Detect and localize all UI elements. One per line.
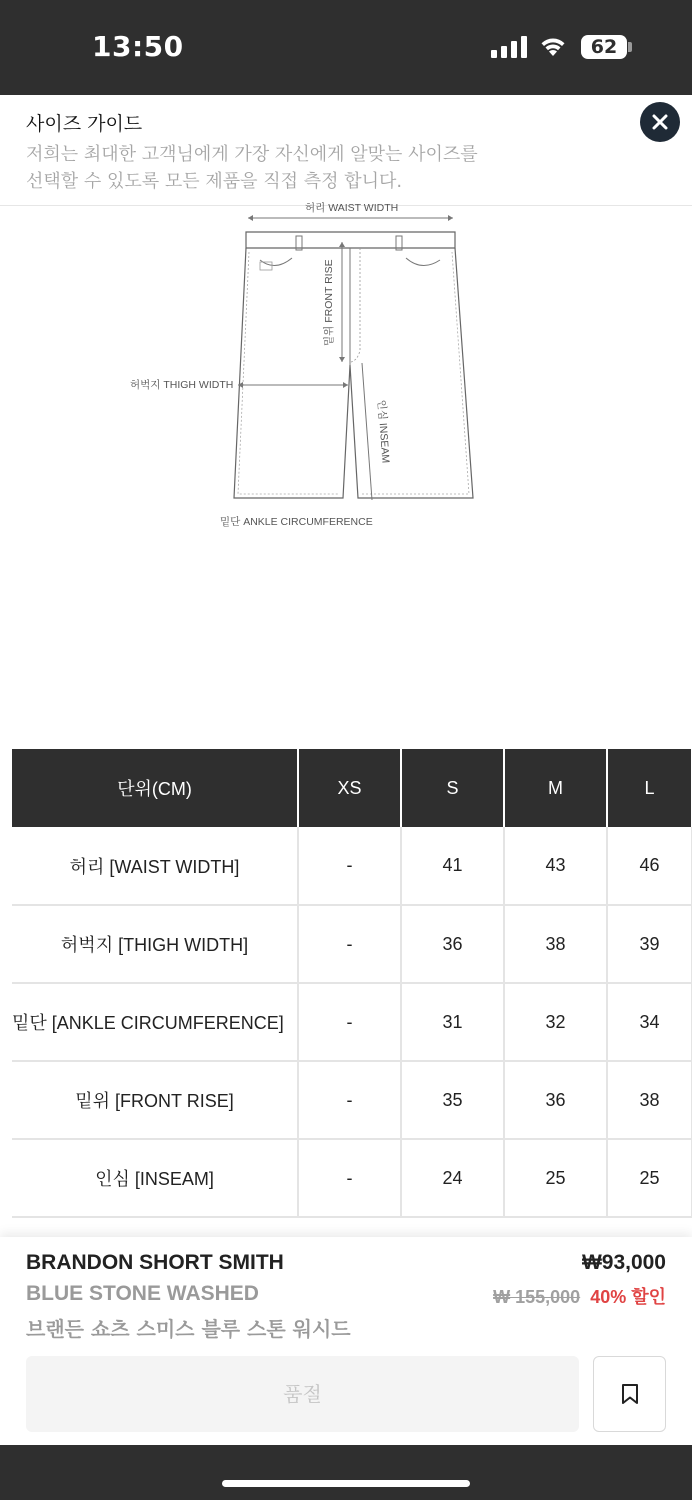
size-table [12,749,692,1218]
table-cell: 41 [401,827,504,905]
bookmark-button[interactable] [593,1356,666,1432]
status-time: 13:50 [92,30,184,63]
column-header-m: M [504,749,607,827]
status-bar [0,0,692,95]
bookmark-icon [621,1383,639,1405]
table-cell: - [298,905,401,983]
table-cell: 38 [607,1061,692,1139]
product-bar [0,1237,692,1445]
close-icon [650,112,670,132]
table-cell: 35 [401,1061,504,1139]
page-title: 사이즈 가이드 [26,113,143,135]
thigh-label: 허벅지 THIGH WIDTH [130,379,234,391]
table-cell: 31 [401,983,504,1061]
table-row [12,1061,692,1139]
column-header-l: L [607,749,692,827]
row-label: 허리 [WAIST WIDTH] [12,827,298,905]
original-price: ₩ 155,000 [493,1287,581,1307]
table-cell: 32 [504,983,607,1061]
wifi-icon [538,34,568,58]
signal-icon [491,36,527,58]
size-guide-header [0,95,692,206]
table-cell: - [298,827,401,905]
table-cell: 25 [504,1139,607,1217]
table-cell: 25 [607,1139,692,1217]
row-label: 밑단 [ANKLE CIRCUMFERENCE] [12,983,298,1061]
column-header-unit: 단위(CM) [12,749,298,827]
table-header-row [12,749,692,827]
table-row [12,983,692,1061]
battery-icon: 62 [581,35,627,59]
home-area [0,1445,692,1500]
home-indicator[interactable] [222,1480,470,1487]
table-row [12,905,692,983]
product-color-en: BLUE STONE WASHED [26,1282,259,1305]
sale-price: ₩93,000 [581,1251,666,1274]
row-label: 인심 [INSEAM] [12,1139,298,1217]
soldout-button[interactable]: 품절 [26,1356,579,1432]
table-cell: 24 [401,1139,504,1217]
column-header-xs: XS [298,749,401,827]
column-header-s: S [401,749,504,827]
discount-badge: 40% 할인 [590,1287,666,1307]
table-cell: 38 [504,905,607,983]
size-illustration [110,200,490,540]
row-label: 허벅지 [THIGH WIDTH] [12,905,298,983]
table-cell: 46 [607,827,692,905]
table-cell: 36 [401,905,504,983]
inseam-label: 인심 INSEAM [375,399,392,464]
table-cell: - [298,983,401,1061]
table-cell: - [298,1139,401,1217]
page-description: 저희는 최대한 고객님에게 가장 자신에게 알맞는 사이즈를 선택할 수 있도록 모든 제품을 직접 측정 합니다. [26,144,478,192]
table-cell: 39 [607,905,692,983]
battery-nub [628,42,632,52]
table-cell: 43 [504,827,607,905]
close-button[interactable] [640,102,680,142]
table-row [12,1139,692,1217]
table-cell: 34 [607,983,692,1061]
price-details [493,1283,666,1309]
product-name-ko: 브랜든 쇼츠 스미스 블루 스톤 워시드 [26,1317,351,1341]
product-name-en: BRANDON SHORT SMITH [26,1251,284,1274]
front-rise-label: 밑위 FRONT RISE [323,259,335,346]
waist-label: 허리 WAIST WIDTH [305,202,399,214]
table-cell: 36 [504,1061,607,1139]
row-label: 밑위 [FRONT RISE] [12,1061,298,1139]
table-cell: - [298,1061,401,1139]
table-row [12,827,692,905]
ankle-label: 밑단 ANKLE CIRCUMFERENCE [220,516,373,528]
